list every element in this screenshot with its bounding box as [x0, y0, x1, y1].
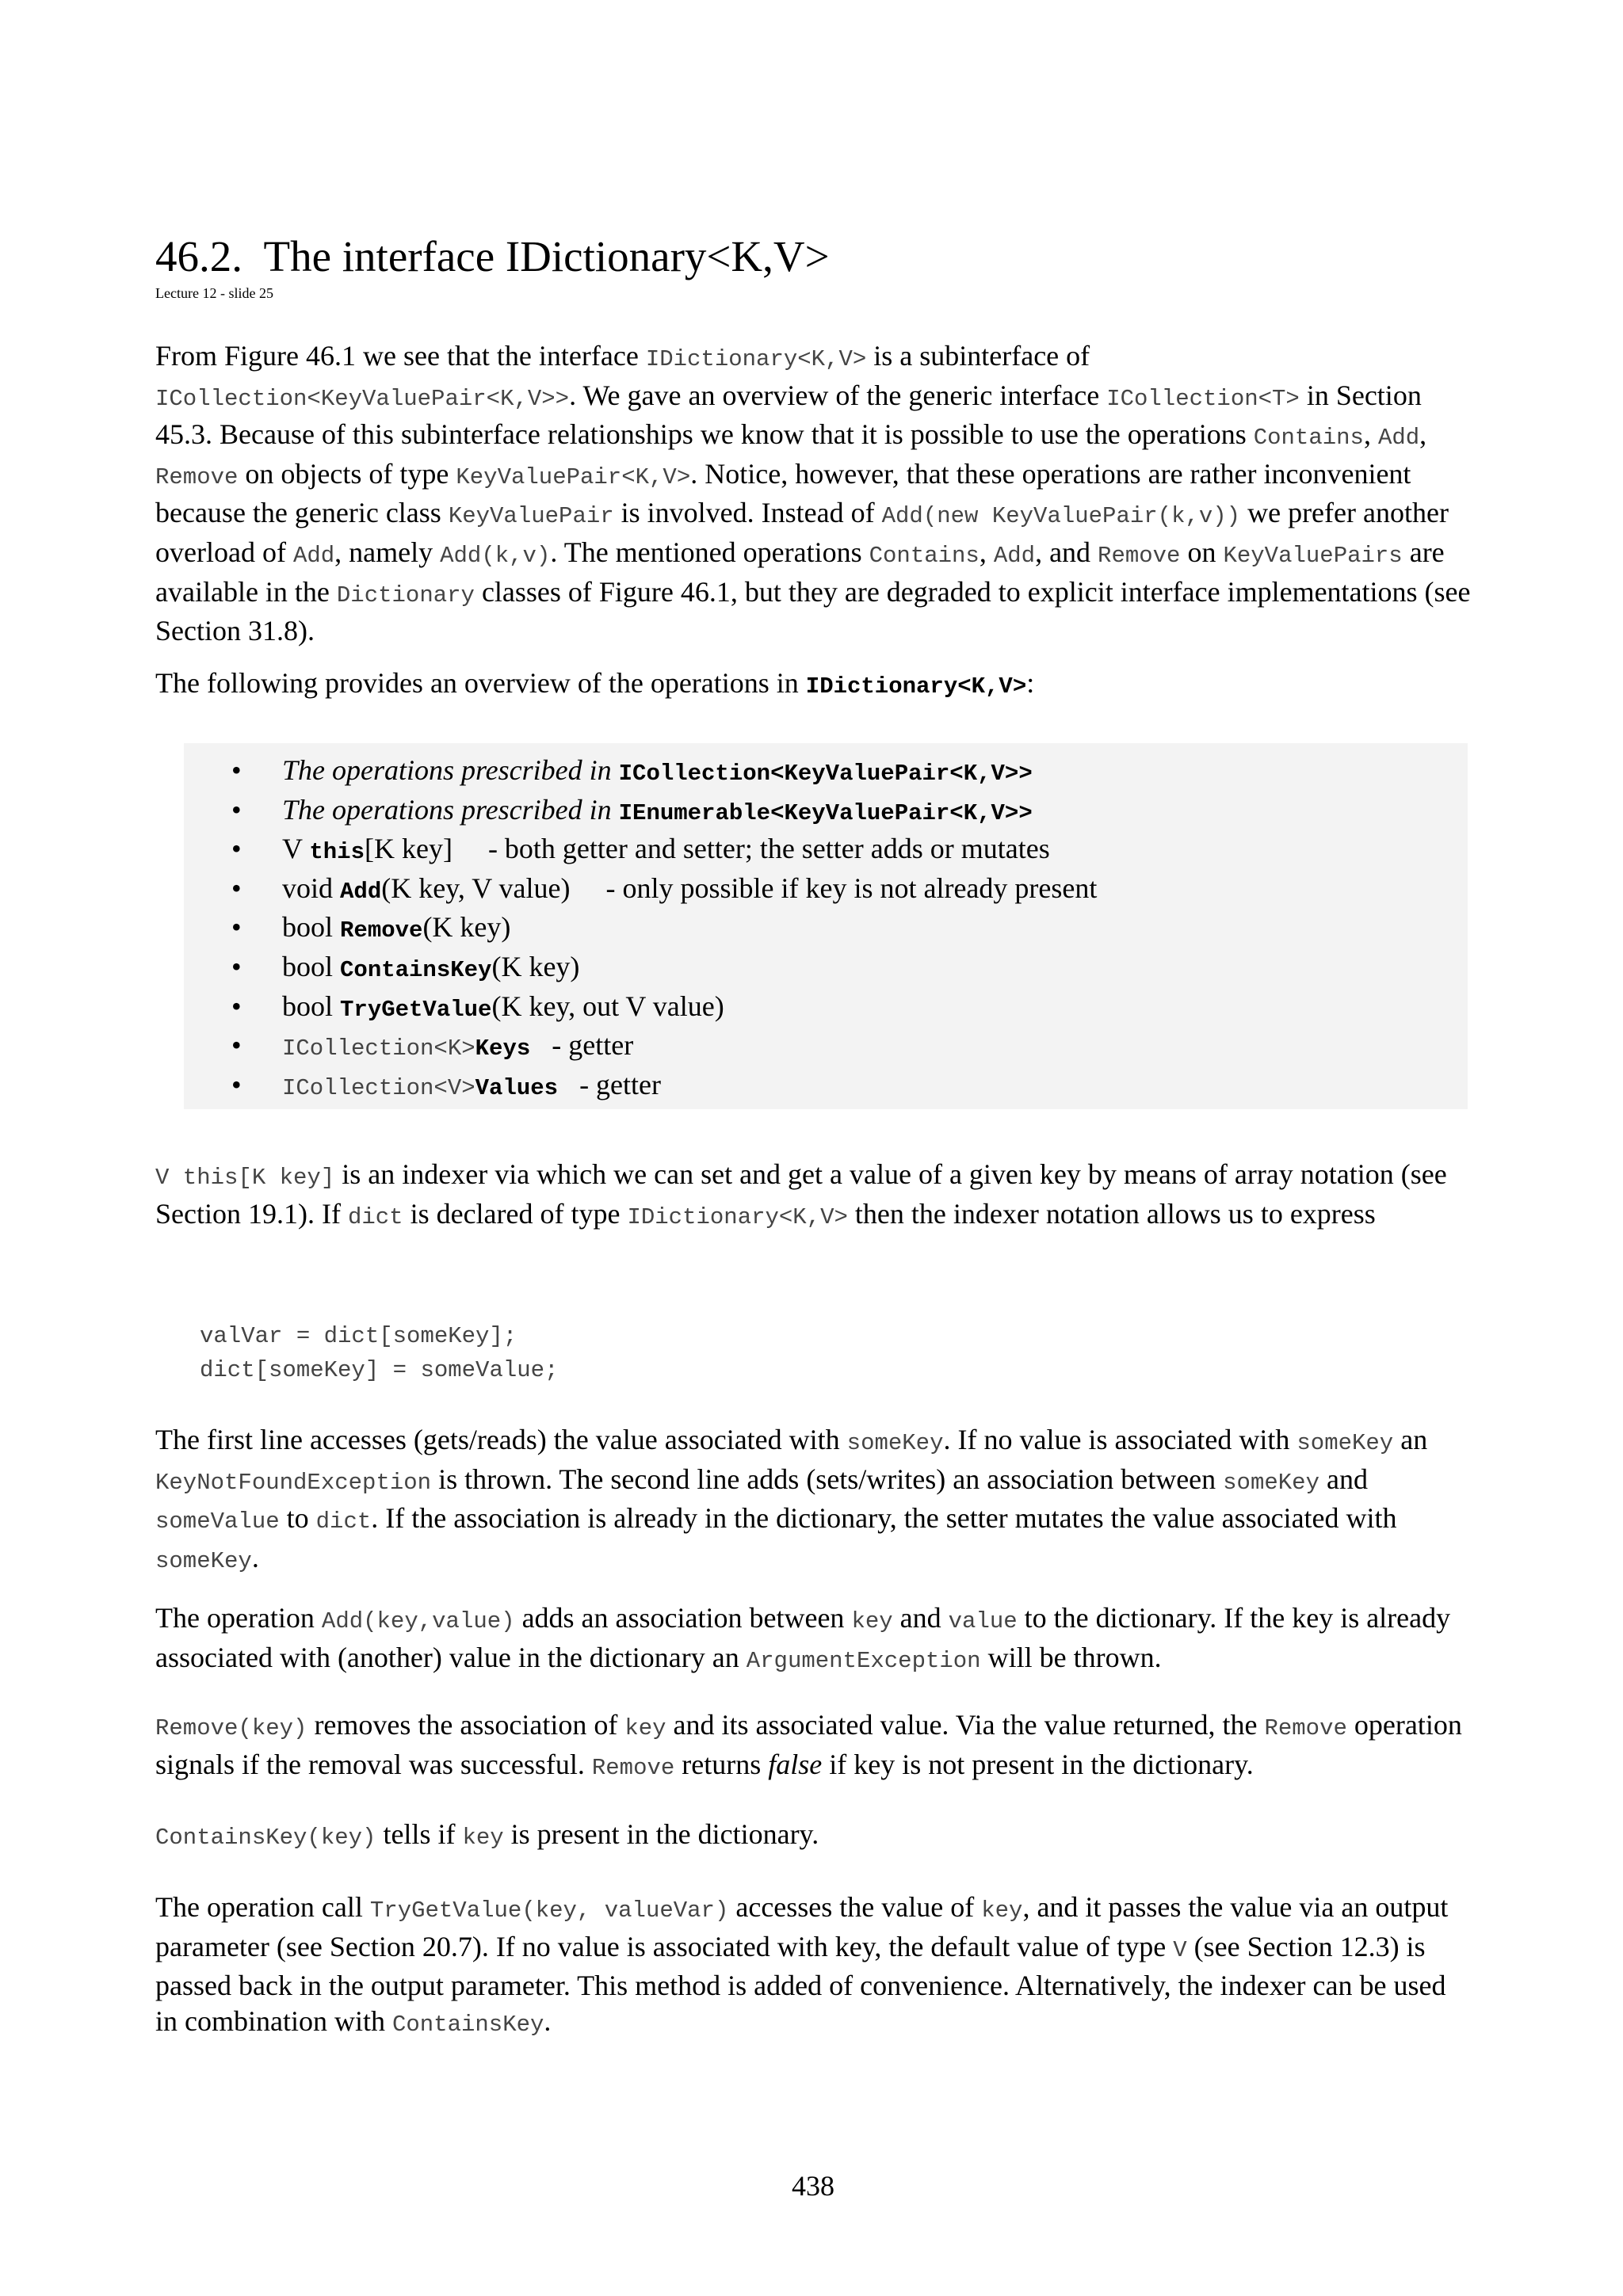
indexer-paragraph: V this[K key] is an indexer via which we can set and get a value of a given key by means of array notation (see Section 19.1). If dict is declared of type IDictionary<K,V> then the indexer notation allows us to express	[155, 1158, 1447, 1230]
list-item: • void Add(K key, V value) - only possible if key is not already present	[184, 871, 1097, 910]
section-title: The interface IDictionary<K,V>	[263, 232, 830, 280]
code-line: dict[someKey] = someValue;	[200, 1357, 559, 1383]
containskey-paragraph: ContainsKey(key) tells if key is present in the dictionary.	[155, 1818, 819, 1851]
list-item: • bool ContainsKey(K key)	[184, 949, 1097, 989]
list-item: • The operations prescribed in IEnumerable<KeyValuePair<K,V>>	[184, 792, 1097, 832]
trygetvalue-paragraph: The operation call TryGetValue(key, valueVar) accesses the value of key, and it passes the value via an output parameter (see Section 20.7). If no value is associated with key, the default value of type V (see Section 12.3) is passed back in the output parameter. This method is added of convenience. Alternatively, the indexer can be used in combination with ContainsKey.	[155, 1891, 1449, 2038]
code-line: valVar = dict[someKey];	[200, 1323, 517, 1349]
slide-reference: Lecture 12 - slide 25	[155, 285, 273, 301]
remove-operation-paragraph: Remove(key) removes the association of key and its associated value. Via the value returned, the Remove operation signals if the removal was successful. Remove returns false if key is not present in the dictionary.	[155, 1709, 1462, 1781]
list-item: • bool TryGetValue(K key, out V value)	[184, 989, 1097, 1028]
list-item: • ICollection<K>Keys - getter	[184, 1028, 1097, 1067]
list-item: • The operations prescribed in ICollection<KeyValuePair<K,V>>	[184, 753, 1097, 792]
operations-overview-box	[184, 743, 1468, 1109]
section-number: 46.2.	[155, 232, 242, 280]
operations-list	[184, 753, 1097, 1106]
add-operation-paragraph: The operation Add(key,value) adds an association between key and value to the dictionary. If the key is already associated with (another) value in the dictionary an ArgumentException will be thrown.	[155, 1602, 1451, 1674]
indexer-explanation-paragraph: The first line accesses (gets/reads) the value associated with someKey. If no value is associated with someKey an KeyNotFoundException is thrown. The second line adds (sets/writes) an association between someKey and someValue to dict. If the association is already in the dictionary, the setter mutates the value associated with someKey.	[155, 1424, 1428, 1574]
intro-paragraph: From Figure 46.1 we see that the interface IDictionary<K,V> is a subinterface of ICollection<KeyValuePair<K,V>>. We gave an overview of the generic interface ICollection<T> in Section 45.3. Because of this subinterface relationships we know that it is possible to use the operations Contains, Add, Remove on objects of type KeyValuePair<K,V>. Notice, however, that these operations are rather inconvenient because the generic class KeyValuePair is involved. Instead of Add(new KeyValuePair(k,v)) we prefer another overload of Add, namely Add(k,v). The mentioned operations Contains, Add, and Remove on KeyValuePairs are available in the Dictionary classes of Figure 46.1, but they are degraded to explicit interface implementations (see Section 31.8).	[155, 340, 1471, 647]
section-heading	[155, 231, 830, 282]
code-example	[200, 1319, 1515, 1387]
overview-lead-paragraph: The following provides an overview of the operations in IDictionary<K,V>:	[155, 667, 1035, 700]
list-item: • ICollection<V>Values - getter	[184, 1067, 1097, 1107]
list-item: • bool Remove(K key)	[184, 910, 1097, 949]
list-item: • V this[K key] - both getter and setter; the setter adds or mutates	[184, 831, 1097, 871]
page-number: 438	[792, 2170, 834, 2202]
